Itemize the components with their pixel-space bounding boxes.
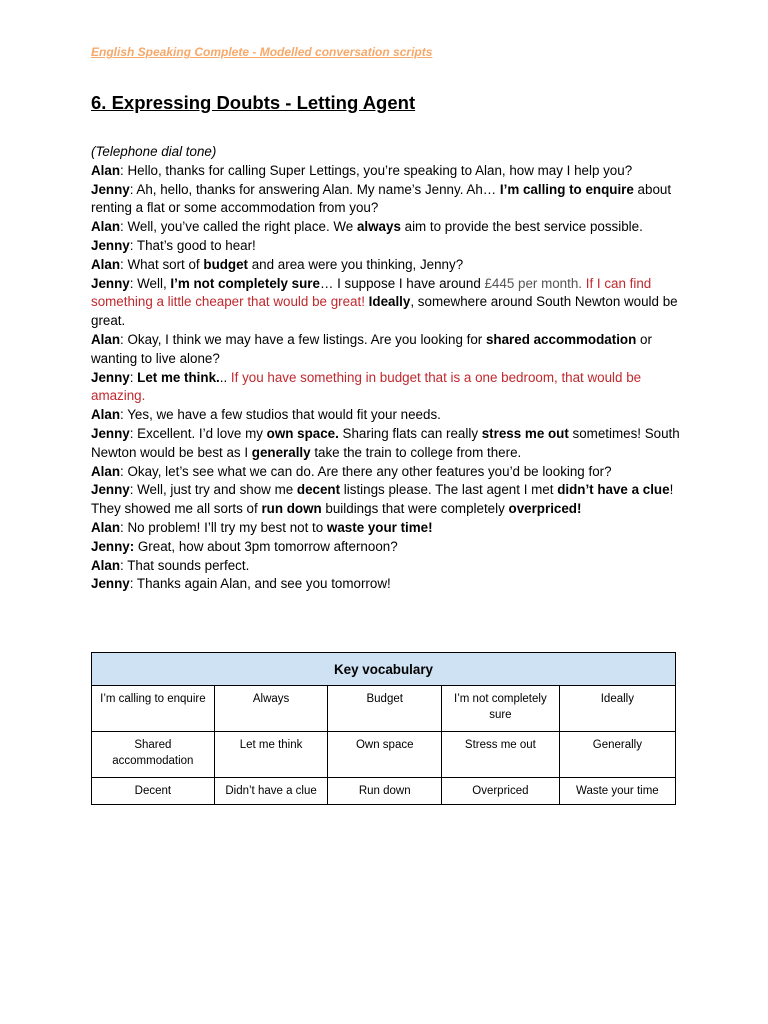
script-line bbox=[91, 256, 681, 275]
script-line bbox=[91, 181, 681, 219]
script-text: about renting a flat or some accommodation from you? bbox=[91, 181, 672, 216]
script-bold-text: Jenny bbox=[91, 275, 130, 291]
script-line bbox=[91, 557, 681, 576]
script-text: … I suppose I have around bbox=[319, 275, 485, 291]
script-bold-text: generally bbox=[251, 444, 311, 460]
script-text: : Well, bbox=[129, 275, 171, 291]
script-text: : Excellent. I’d love my bbox=[129, 425, 267, 441]
script-bold-text: Alan bbox=[91, 162, 121, 178]
vocab-cell: Let me think bbox=[214, 732, 328, 778]
script-bold-text: Jenny bbox=[91, 181, 130, 197]
script-bold-text: Alan bbox=[91, 407, 121, 423]
vocab-cell: Run down bbox=[328, 778, 442, 805]
script-text: ! They showed me all sorts of bbox=[91, 482, 674, 517]
script-text: (Telephone dial tone) bbox=[91, 144, 217, 159]
script-line bbox=[91, 218, 681, 237]
vocab-cell: Always bbox=[214, 686, 328, 732]
vocab-cell: Didn’t have a clue bbox=[214, 778, 328, 805]
script-bold-text: Alan bbox=[91, 557, 121, 573]
script-bold-text: Ideally bbox=[368, 294, 411, 310]
script-text: sometimes! South Newton would be best as I bbox=[91, 425, 680, 460]
script-text: If you have something in budget that is a one bedroom, that would be amazing. bbox=[91, 369, 642, 404]
script-line bbox=[91, 406, 681, 425]
script-bold-text: waste your time! bbox=[326, 519, 433, 535]
vocab-row bbox=[92, 732, 676, 778]
script-text: : What sort of bbox=[120, 256, 204, 272]
script-text: .. bbox=[219, 369, 231, 385]
script-bold-text: didn’t have a clue bbox=[557, 482, 670, 498]
script-bold-text: I’m not completely sure bbox=[170, 275, 320, 291]
vocab-row bbox=[92, 686, 676, 732]
script-line bbox=[91, 237, 681, 256]
script-line bbox=[91, 463, 681, 482]
script-text: or wanting to live alone? bbox=[91, 331, 652, 366]
script-bold-text: always bbox=[356, 219, 401, 235]
script-text: : Well, just try and show me bbox=[129, 482, 297, 498]
script-bold-text: Alan bbox=[91, 219, 121, 235]
script-bold-text: overpriced! bbox=[508, 501, 582, 517]
script-bold-text: decent bbox=[296, 482, 341, 498]
script-text: , somewhere around South Newton would be great. bbox=[91, 294, 678, 329]
script-text: Great, how about 3pm tomorrow afternoon? bbox=[134, 538, 398, 554]
vocab-cell: Ideally bbox=[559, 686, 675, 732]
script-text: and area were you thinking, Jenny? bbox=[248, 256, 464, 272]
script-text: £445 per month. bbox=[484, 275, 583, 291]
script-text: : That sounds perfect. bbox=[120, 557, 250, 573]
script-line bbox=[91, 425, 681, 463]
script-text: listings please. The last agent I met bbox=[340, 482, 558, 498]
conversation-script bbox=[91, 143, 681, 594]
vocab-cell: I’m not completely sure bbox=[442, 686, 560, 732]
vocab-cell: Waste your time bbox=[559, 778, 675, 805]
script-bold-text: Let me think. bbox=[137, 369, 220, 385]
script-line bbox=[91, 481, 681, 519]
vocab-heading: Key vocabulary bbox=[92, 653, 676, 686]
vocab-cell: Overpriced bbox=[442, 778, 560, 805]
script-bold-text: Jenny: bbox=[91, 538, 135, 554]
script-text: take the train to college from there. bbox=[310, 444, 522, 460]
script-line bbox=[91, 369, 681, 407]
vocab-cell: Own space bbox=[328, 732, 442, 778]
script-text: buildings that were completely bbox=[321, 501, 509, 517]
script-bold-text: Jenny bbox=[91, 425, 130, 441]
script-line bbox=[91, 143, 681, 162]
script-bold-text: shared accommodation bbox=[485, 331, 637, 347]
vocab-cell: Stress me out bbox=[442, 732, 560, 778]
script-bold-text: Alan bbox=[91, 519, 121, 535]
script-line bbox=[91, 275, 681, 331]
script-line bbox=[91, 331, 681, 369]
script-bold-text: Jenny bbox=[91, 576, 130, 592]
script-bold-text: Alan bbox=[91, 463, 121, 479]
script-bold-text: run down bbox=[261, 501, 322, 517]
script-bold-text: Jenny bbox=[91, 237, 130, 253]
script-line bbox=[91, 538, 681, 557]
script-text: : bbox=[129, 369, 138, 385]
vocab-cell: I’m calling to enquire bbox=[92, 686, 215, 732]
script-text: If I can find something a little cheaper that would be great! bbox=[91, 275, 652, 310]
script-text: : Okay, let’s see what we can do. Are there any other features you’d be looking for? bbox=[120, 463, 612, 479]
script-bold-text: stress me out bbox=[481, 425, 569, 441]
script-bold-text: Alan bbox=[91, 256, 121, 272]
script-line bbox=[91, 575, 681, 594]
script-bold-text: I’m calling to enquire bbox=[499, 181, 634, 197]
script-text: : Yes, we have a few studios that would fit your needs. bbox=[120, 407, 441, 423]
key-vocabulary-table bbox=[91, 652, 676, 805]
script-line bbox=[91, 519, 681, 538]
script-bold-text: own space. bbox=[266, 425, 339, 441]
vocab-cell: Shared accommodation bbox=[92, 732, 215, 778]
script-text: : Okay, I think we may have a few listings. Are you looking for bbox=[120, 331, 486, 347]
script-line bbox=[91, 162, 681, 181]
script-text: : Ah, hello, thanks for answering Alan. My name’s Jenny. Ah… bbox=[129, 181, 500, 197]
script-text: : That’s good to hear! bbox=[129, 237, 256, 253]
page-title: 6. Expressing Doubts - Letting Agent bbox=[91, 92, 416, 113]
vocab-cell: Budget bbox=[328, 686, 442, 732]
script-text: : Well, you’ve called the right place. We bbox=[120, 219, 357, 235]
script-text: aim to provide the best service possible. bbox=[400, 219, 643, 235]
script-bold-text: Jenny bbox=[91, 369, 130, 385]
vocab-row bbox=[92, 778, 676, 805]
script-bold-text: Jenny bbox=[91, 482, 130, 498]
vocab-cell: Generally bbox=[559, 732, 675, 778]
script-text: Sharing flats can really bbox=[338, 425, 482, 441]
script-text: : Hello, thanks for calling Super Lettings, you’re speaking to Alan, how may I help you? bbox=[120, 162, 633, 178]
script-text: : No problem! I’ll try my best not to bbox=[120, 519, 327, 535]
script-text: : Thanks again Alan, and see you tomorrow! bbox=[129, 576, 391, 592]
header-link[interactable]: English Speaking Complete - Modelled conversation scripts bbox=[91, 45, 433, 59]
vocab-cell: Decent bbox=[92, 778, 215, 805]
script-bold-text: budget bbox=[203, 256, 249, 272]
script-bold-text: Alan bbox=[91, 331, 121, 347]
